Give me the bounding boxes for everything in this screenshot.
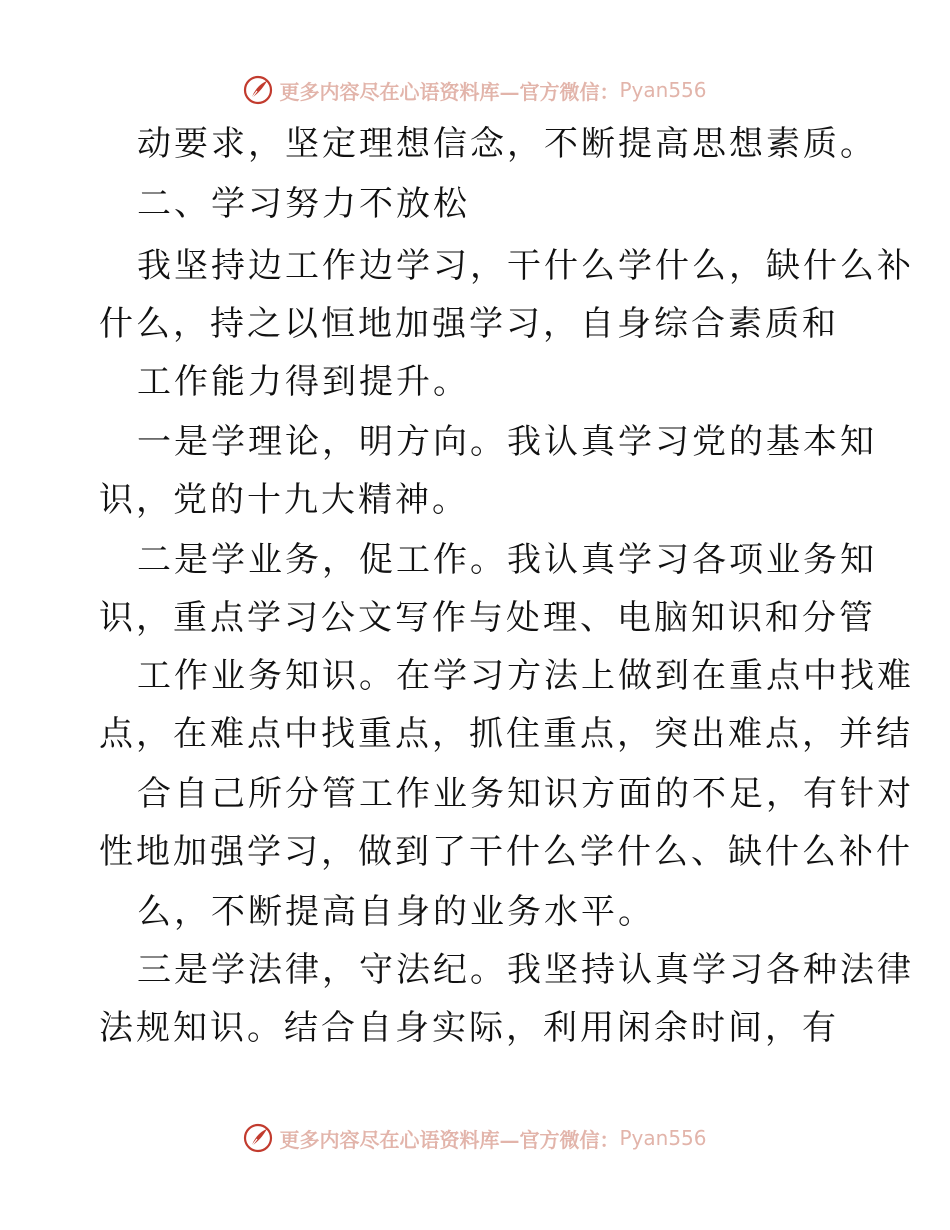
watermark-text: 更多内容尽在心语资料库—官方微信： — [279, 79, 620, 104]
footer-watermark — [0, 1118, 950, 1158]
body-line: 合自己所分管工作业务知识方面的不足，有针对 — [137, 774, 914, 814]
watermark-wechat-id: Pyan556 — [619, 78, 707, 102]
section-heading: 二、学习努力不放松 — [137, 184, 470, 224]
body-line: 工作能力得到提升。 — [137, 362, 470, 402]
body-line: 一是学理论，明方向。我认真学习党的基本知 — [137, 422, 877, 462]
body-line: 点，在难点中找重点，抓住重点，突出难点，并结 — [99, 714, 913, 754]
body-line: 识，重点学习公文写作与处理、电脑知识和分管 — [99, 598, 876, 638]
body-line: 性地加强学习，做到了干什么学什么、缺什么补什 — [99, 832, 913, 872]
body-line: 法规知识。结合自身实际，利用闲余时间，有 — [99, 1008, 839, 1048]
feather-pen-logo-icon — [243, 75, 273, 105]
body-line: 我坚持边工作边学习，干什么学什么，缺什么补 — [137, 246, 914, 286]
body-line: 工作业务知识。在学习方法上做到在重点中找难 — [137, 656, 914, 696]
body-line: 么，不断提高自身的业务水平。 — [137, 892, 655, 932]
body-line: 动要求，坚定理想信念，不断提高思想素质。 — [137, 124, 877, 164]
body-line: 识，党的十九大精神。 — [99, 480, 469, 520]
header-watermark — [0, 70, 950, 110]
feather-pen-logo-icon — [243, 1123, 273, 1153]
body-line: 什么，持之以恒地加强学习，自身综合素质和 — [99, 304, 839, 344]
watermark-wechat-id: Pyan556 — [619, 1126, 707, 1150]
watermark-text: 更多内容尽在心语资料库—官方微信： — [279, 1127, 620, 1152]
body-line: 三是学法律，守法纪。我坚持认真学习各种法律 — [137, 950, 914, 990]
body-line: 二是学业务，促工作。我认真学习各项业务知 — [137, 540, 877, 580]
